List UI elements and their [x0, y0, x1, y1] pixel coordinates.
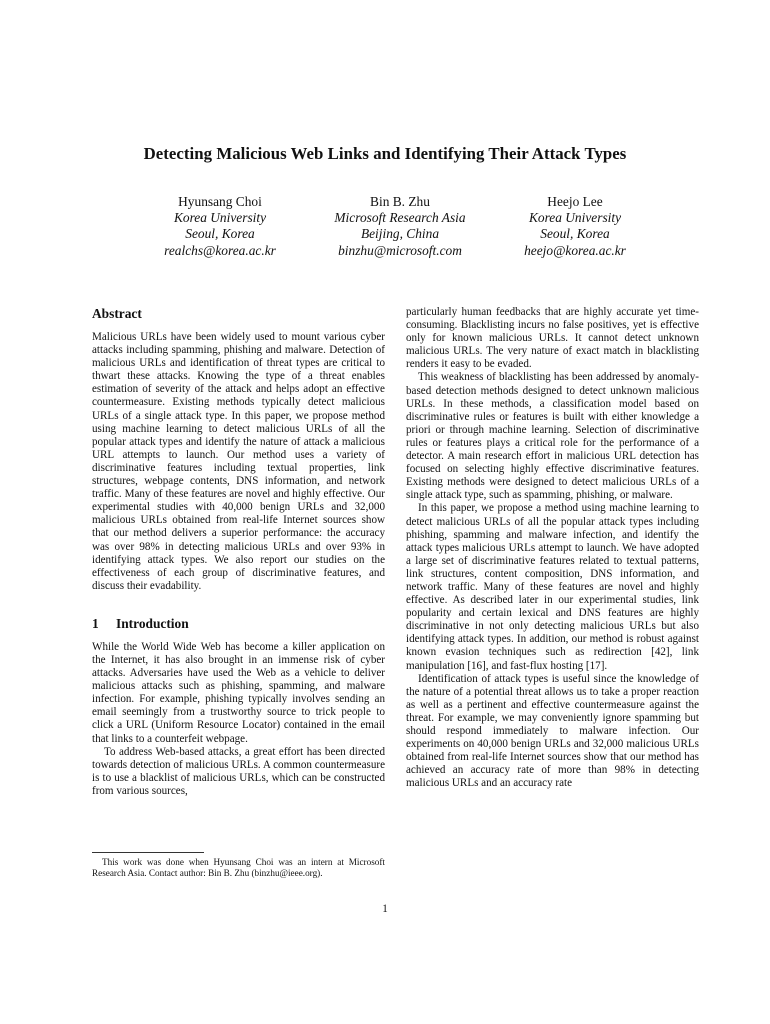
author-location: Seoul, Korea	[185, 226, 255, 242]
page-number: 1	[382, 903, 388, 915]
right-paragraph-1: particularly human feedbacks that are highly accurate yet time-consuming. Blacklisting incurs no false positives, yet is effective only for known malicious URLs. It cannot detect unknown malicious URLs. The very nature of exact match in blacklisting renders it easy to be evaded.	[406, 306, 699, 371]
footnote: This work was done when Hyunsang Choi was an intern at Microsoft Research Asia. Contact author: Bin B. Zhu (binzhu@ieee.org).	[92, 857, 385, 879]
right-paragraph-2: This weakness of blacklisting has been addressed by anomaly-based detection methods designed to detect unknown malicious URLs. In these methods, a classification model based on discriminative rules or features is built with either knowledge a priori or through machine learning. Selection of discriminative rules or features plays a critical role for the performance of a detector. A main research effort in malicious URL detection has focused on selecting highly effective discriminative features. Existing methods were designed to detect malicious URLs of a single attack type, such as spamming, phishing, or malware.	[406, 371, 699, 502]
left-column	[92, 306, 385, 798]
introduction-heading	[92, 616, 385, 632]
author-location: Seoul, Korea	[540, 226, 610, 242]
section-title: Introduction	[116, 615, 189, 631]
author-3	[500, 194, 650, 259]
author-affiliation: Korea University	[173, 210, 267, 226]
author-email: realchs@korea.ac.kr	[164, 242, 276, 258]
right-paragraph-3: In this paper, we propose a method using machine learning to detect malicious URLs of all the popular attack types including phishing, spamming and malware infection, and identify the attack types malicious URLs attempt to launch. We have adopted a large set of discriminative features related to textual patterns, link structures, content composition, DNS information, and network traffic. Many of these features are novel and highly effective. As described later in our experimental studies, link popularity and certain lexical and DNS features are highly discriminative in not only detecting malicious URLs but also identifying attack types. In addition, our method is robust against known evasion techniques such as redirection [42], link manipulation [16], and fast-flux hosting [17].	[406, 502, 699, 672]
right-column	[406, 306, 699, 790]
author-email: binzhu@microsoft.com	[338, 242, 462, 258]
intro-paragraph-1: While the World Wide Web has become a killer application on the Internet, it has also brought in an immense risk of cyber attacks. Adversaries have used the Web as a vehicle to deliver malicious attacks such as phishing, spamming, and malware infection. For example, phishing typically involves sending an email seemingly from a trustworthy source to trick people to click a URL (Uniform Resource Locator) contained in the email that links to a counterfeit webpage.	[92, 640, 385, 745]
intro-paragraph-2: To address Web-based attacks, a great effort has been directed towards detection of malicious URLs. A common countermeasure is to use a blacklist of malicious URLs, which can be constructed from various sources,	[92, 745, 385, 797]
section-number: 1	[92, 615, 99, 631]
author-location: Beijing, China	[360, 226, 440, 242]
author-affiliation: Microsoft Research Asia	[334, 210, 466, 226]
author-affiliation: Korea University	[528, 210, 622, 226]
author-email: heejo@korea.ac.kr	[524, 242, 626, 258]
footnote-rule	[92, 852, 204, 853]
author-2	[300, 194, 500, 259]
paper-title: Detecting Malicious Web Links and Identifying Their Attack Types	[143, 144, 627, 163]
right-paragraph-4: Identification of attack types is useful since the knowledge of the nature of a potential threat allows us to take a proper reaction as well as a pertinent and effective countermeasure against the threat. For example, we may conveniently ignore spamming but should respond immediately to malware infection. Our experiments on 40,000 benign URLs and 32,000 malicious URLs obtained from real-life Internet sources show that our method has achieved an accuracy rate of more than 98% in detecting malicious URLs and an accuracy rate	[406, 672, 699, 790]
author-name: Heejo Lee	[547, 194, 603, 209]
section-spacer	[92, 593, 385, 616]
author-1	[140, 194, 300, 259]
author-name: Bin B. Zhu	[370, 194, 430, 209]
abstract-heading: Abstract	[92, 306, 142, 321]
abstract-text: Malicious URLs have been widely used to mount various cyber attacks including spamming, phishing and malware. Detection of malicious URLs and identification of threat types are critical to thwart these attacks. Knowing the type of a threat enables estimation of severity of the attack and helps adopt an effective countermeasure. Existing methods typically detect malicious URLs of a single attack type. In this paper, we propose method using machine learning to detect malicious URLs of all the popular attack types and identify the nature of attack a malicious URL attempts to launch. Our method uses a variety of discriminative features including textual properties, link structures, webpage contents, DNS information, and network traffic. Many of these features are novel and highly effective. Our experimental studies with 40,000 benign URLs and 32,000 malicious URLs obtained from real-life Internet sources show that our method delivers a superior performance: the accuracy was over 98% in detecting malicious URLs and over 93% in identifying attack types. We also report our studies on the effectiveness of each group of discriminative features, and discuss their evadability.	[92, 331, 385, 592]
author-name: Hyunsang Choi	[178, 194, 262, 209]
